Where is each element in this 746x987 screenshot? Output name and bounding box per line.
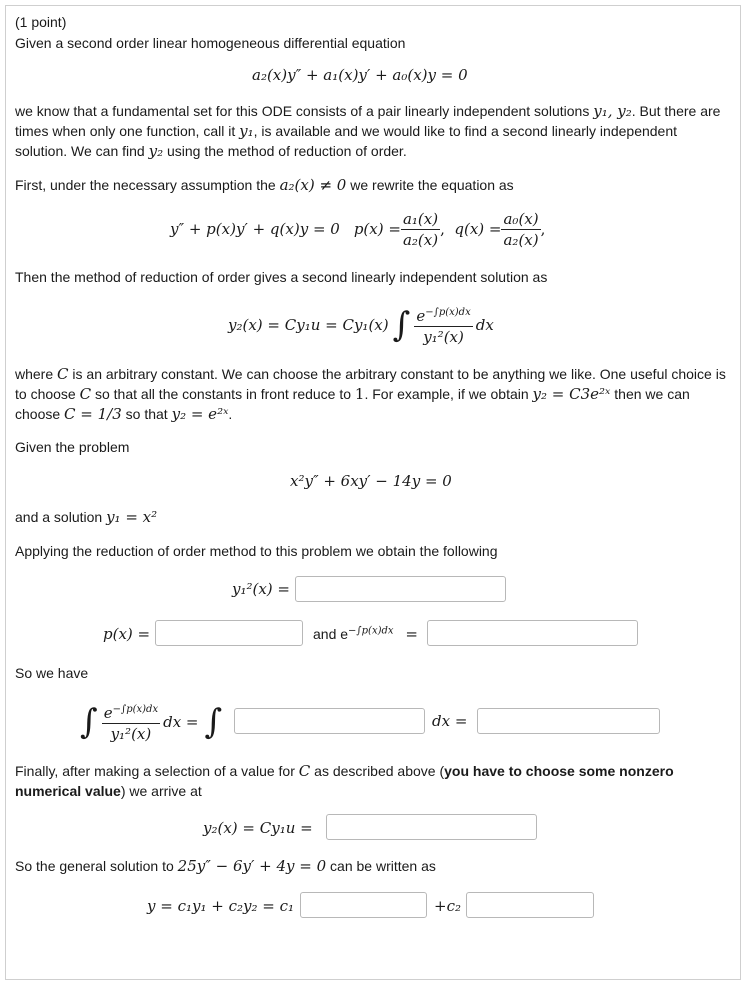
problem-equation: x²y″ + 6xy′ − 14y = 0	[290, 472, 452, 490]
general-solution-line: So the general solution to 25y″ − 6y′ + 4y = 0 can be written as	[15, 857, 436, 875]
standard-form-equation: y″ + p(x)y′ + q(x)y = 0 p(x) = $\frac{\text{a₁(x)}}{\text{a₂(x)}}$ , q(x) = $\frac{\text{a₀(x)}}{\text{a₂(x)}}$ ,	[170, 209, 546, 249]
method-line: Then the method of reduction of order gives a second linearly independent solution as	[15, 269, 548, 285]
general-solution-lhs: y = c₁y₁ + c₂y₂ = c₁	[147, 897, 295, 915]
so-we-have-label: So we have	[15, 665, 89, 681]
finally-paragraph: Finally, after making a selection of a value for C as described above (you have to choose some nonzero numerical value) we arrive at	[15, 762, 674, 799]
y1-squared-input[interactable]	[295, 576, 506, 602]
reduction-formula: y₂(x) = Cy₁u = Cy₁(x) ∫ $\frac{e^{-\int p(x)dx}}{\text{y₁²(x)}}$ dx	[228, 305, 494, 346]
integrand-input[interactable]	[234, 708, 425, 734]
y1-squared-label: y₁²(x) =	[232, 580, 291, 598]
exp-integral-input[interactable]	[427, 620, 638, 646]
c2-input[interactable]	[466, 892, 594, 918]
integral-sign: ∫	[392, 305, 411, 345]
constant-paragraph: where C is an arbitrary constant. We can choose the arbitrary constant to be anything we like. One useful choice is to choose C so that all the constants in front reduce to 1. For example, if we obtain y₂ = C3e²ˣ then we can choose C = 1/3 so that y₂ = e²ˣ.	[15, 365, 726, 423]
standard-form-line: First, under the necessary assumption the a₂(x) ≠ 0 we rewrite the equation as	[15, 176, 514, 194]
integral-expression: ∫ $\frac{e^{-\int p(x)dx}}{\text{y₁²(x)}}$ dx = ∫	[80, 702, 223, 743]
p-label: p(x) =	[103, 625, 151, 643]
points-label: (1 point)	[15, 14, 67, 30]
applying-line: Applying the reduction of order method to this problem we obtain the following	[15, 543, 498, 559]
exp-label: and $e^{-\int p(x)dx}$ =	[313, 625, 418, 643]
intro-paragraph: we know that a fundamental set for this ODE consists of a pair linearly independent solutions y₁, y₂. But there are times when only one function, call it y₁, is available and we would like to find a second linearly independent solution. We can find y₂ using the method of reduction of order.	[15, 102, 721, 160]
solution-line: and a solution y₁ = x²	[15, 508, 158, 526]
dx-equals-label: dx =	[432, 712, 468, 730]
y2-label: y₂(x) = Cy₁u =	[203, 819, 313, 837]
integral-result-input[interactable]	[477, 708, 660, 734]
general-ode-equation: a₂(x)y″ + a₁(x)y′ + a₀(x)y = 0	[252, 66, 468, 84]
intro-line: Given a second order linear homogeneous differential equation	[15, 35, 406, 51]
q-fraction: $\frac{\text{a₀(x)}}{\text{a₂(x)}}$	[503, 209, 539, 249]
c1-input[interactable]	[300, 892, 427, 918]
integral-sign: ∫	[204, 702, 223, 742]
given-problem-label: Given the problem	[15, 439, 130, 455]
y2-input[interactable]	[326, 814, 537, 840]
p-fraction: $\frac{\text{a₁(x)}}{\text{a₂(x)}}$	[402, 209, 439, 249]
c2-label: +c₂	[434, 897, 461, 915]
p-input[interactable]	[155, 620, 303, 646]
integral-sign: ∫	[80, 702, 98, 742]
